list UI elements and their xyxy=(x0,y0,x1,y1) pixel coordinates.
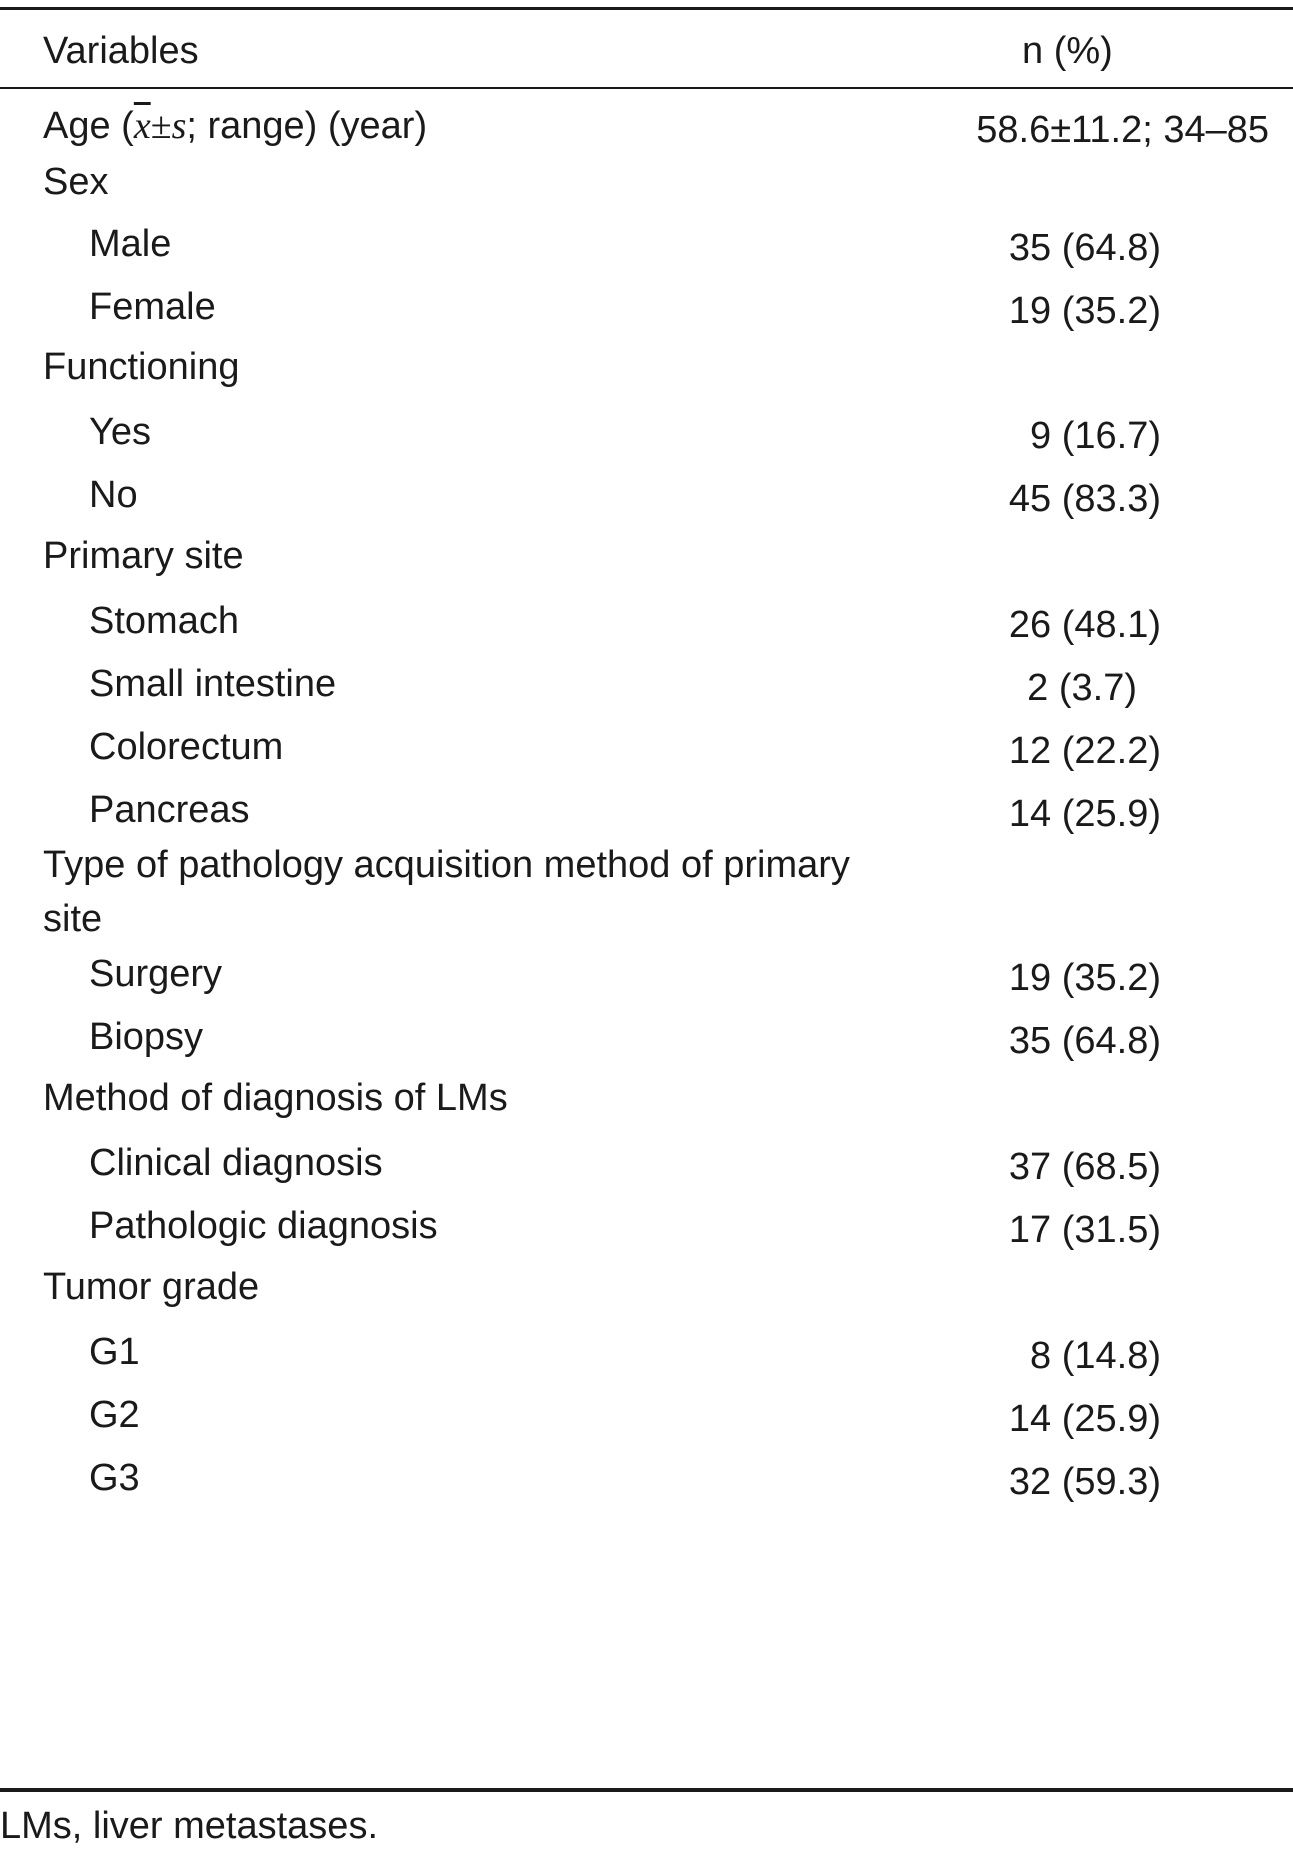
row-label: Male xyxy=(89,223,172,265)
row-label: Colorectum xyxy=(89,726,284,768)
row-label: No xyxy=(89,474,138,516)
plus-minus-symbol: ± xyxy=(150,105,172,147)
age-label-prefix: Age ( xyxy=(43,105,134,147)
row-label: Biopsy xyxy=(89,1016,204,1058)
row-label: Functioning xyxy=(43,346,240,388)
table-bottom-rule xyxy=(0,1788,1293,1792)
age-value: 58.6±11.2; 34–85 xyxy=(976,109,1269,151)
row-value: 37 (68.5) xyxy=(1008,1146,1161,1188)
row-label: Pathologic diagnosis xyxy=(89,1205,438,1247)
row-label: Primary site xyxy=(43,535,244,577)
row-value: 32 (59.3) xyxy=(1008,1461,1161,1503)
column-header-variables: Variables xyxy=(43,30,199,72)
row-value: 9 (16.7) xyxy=(1030,415,1161,457)
row-value: 14 (25.9) xyxy=(1008,1398,1161,1440)
row-value: 26 (48.1) xyxy=(1008,604,1161,646)
row-value: 12 (22.2) xyxy=(1008,730,1161,772)
mean-symbol: $\overline{x}$ xyxy=(133,105,151,147)
row-label: Small intestine xyxy=(89,663,337,705)
table-header-rule xyxy=(0,87,1293,89)
row-label: Female xyxy=(89,286,216,328)
row-label: Stomach xyxy=(89,600,239,642)
row-label: G1 xyxy=(89,1331,140,1373)
row-label: Tumor grade xyxy=(43,1266,260,1308)
row-value: 45 (83.3) xyxy=(1008,478,1161,520)
row-label: Sex xyxy=(43,161,109,203)
row-label: Surgery xyxy=(89,953,223,995)
row-label: Clinical diagnosis xyxy=(89,1142,383,1184)
row-label: Method of diagnosis of LMs xyxy=(43,1077,508,1119)
sd-symbol: s xyxy=(171,105,187,147)
column-header-n-percent: n (%) xyxy=(1022,30,1113,72)
row-value: 14 (25.9) xyxy=(1008,793,1161,835)
row-label: Pancreas xyxy=(89,789,250,831)
row-value: 19 (35.2) xyxy=(1008,290,1161,332)
row-value: 8 (14.8) xyxy=(1030,1335,1161,1377)
age-label xyxy=(43,99,427,153)
age-label-suffix: ; range) (year) xyxy=(186,105,428,147)
row-label: Yes xyxy=(89,411,151,453)
row-label: Type of pathology acquisition method of primary site xyxy=(43,844,850,940)
table-footnote: LMs, liver metastases. xyxy=(0,1805,378,1847)
row-label: G3 xyxy=(89,1457,140,1499)
table-header xyxy=(0,10,1293,87)
row-value: 19 (35.2) xyxy=(1008,957,1161,999)
row-value: 2 (3.7) xyxy=(1027,667,1137,709)
row-value: 35 (64.8) xyxy=(1008,1020,1161,1062)
row-label: G2 xyxy=(89,1394,140,1436)
row-value: 35 (64.8) xyxy=(1008,227,1161,269)
row-value: 17 (31.5) xyxy=(1008,1209,1161,1251)
